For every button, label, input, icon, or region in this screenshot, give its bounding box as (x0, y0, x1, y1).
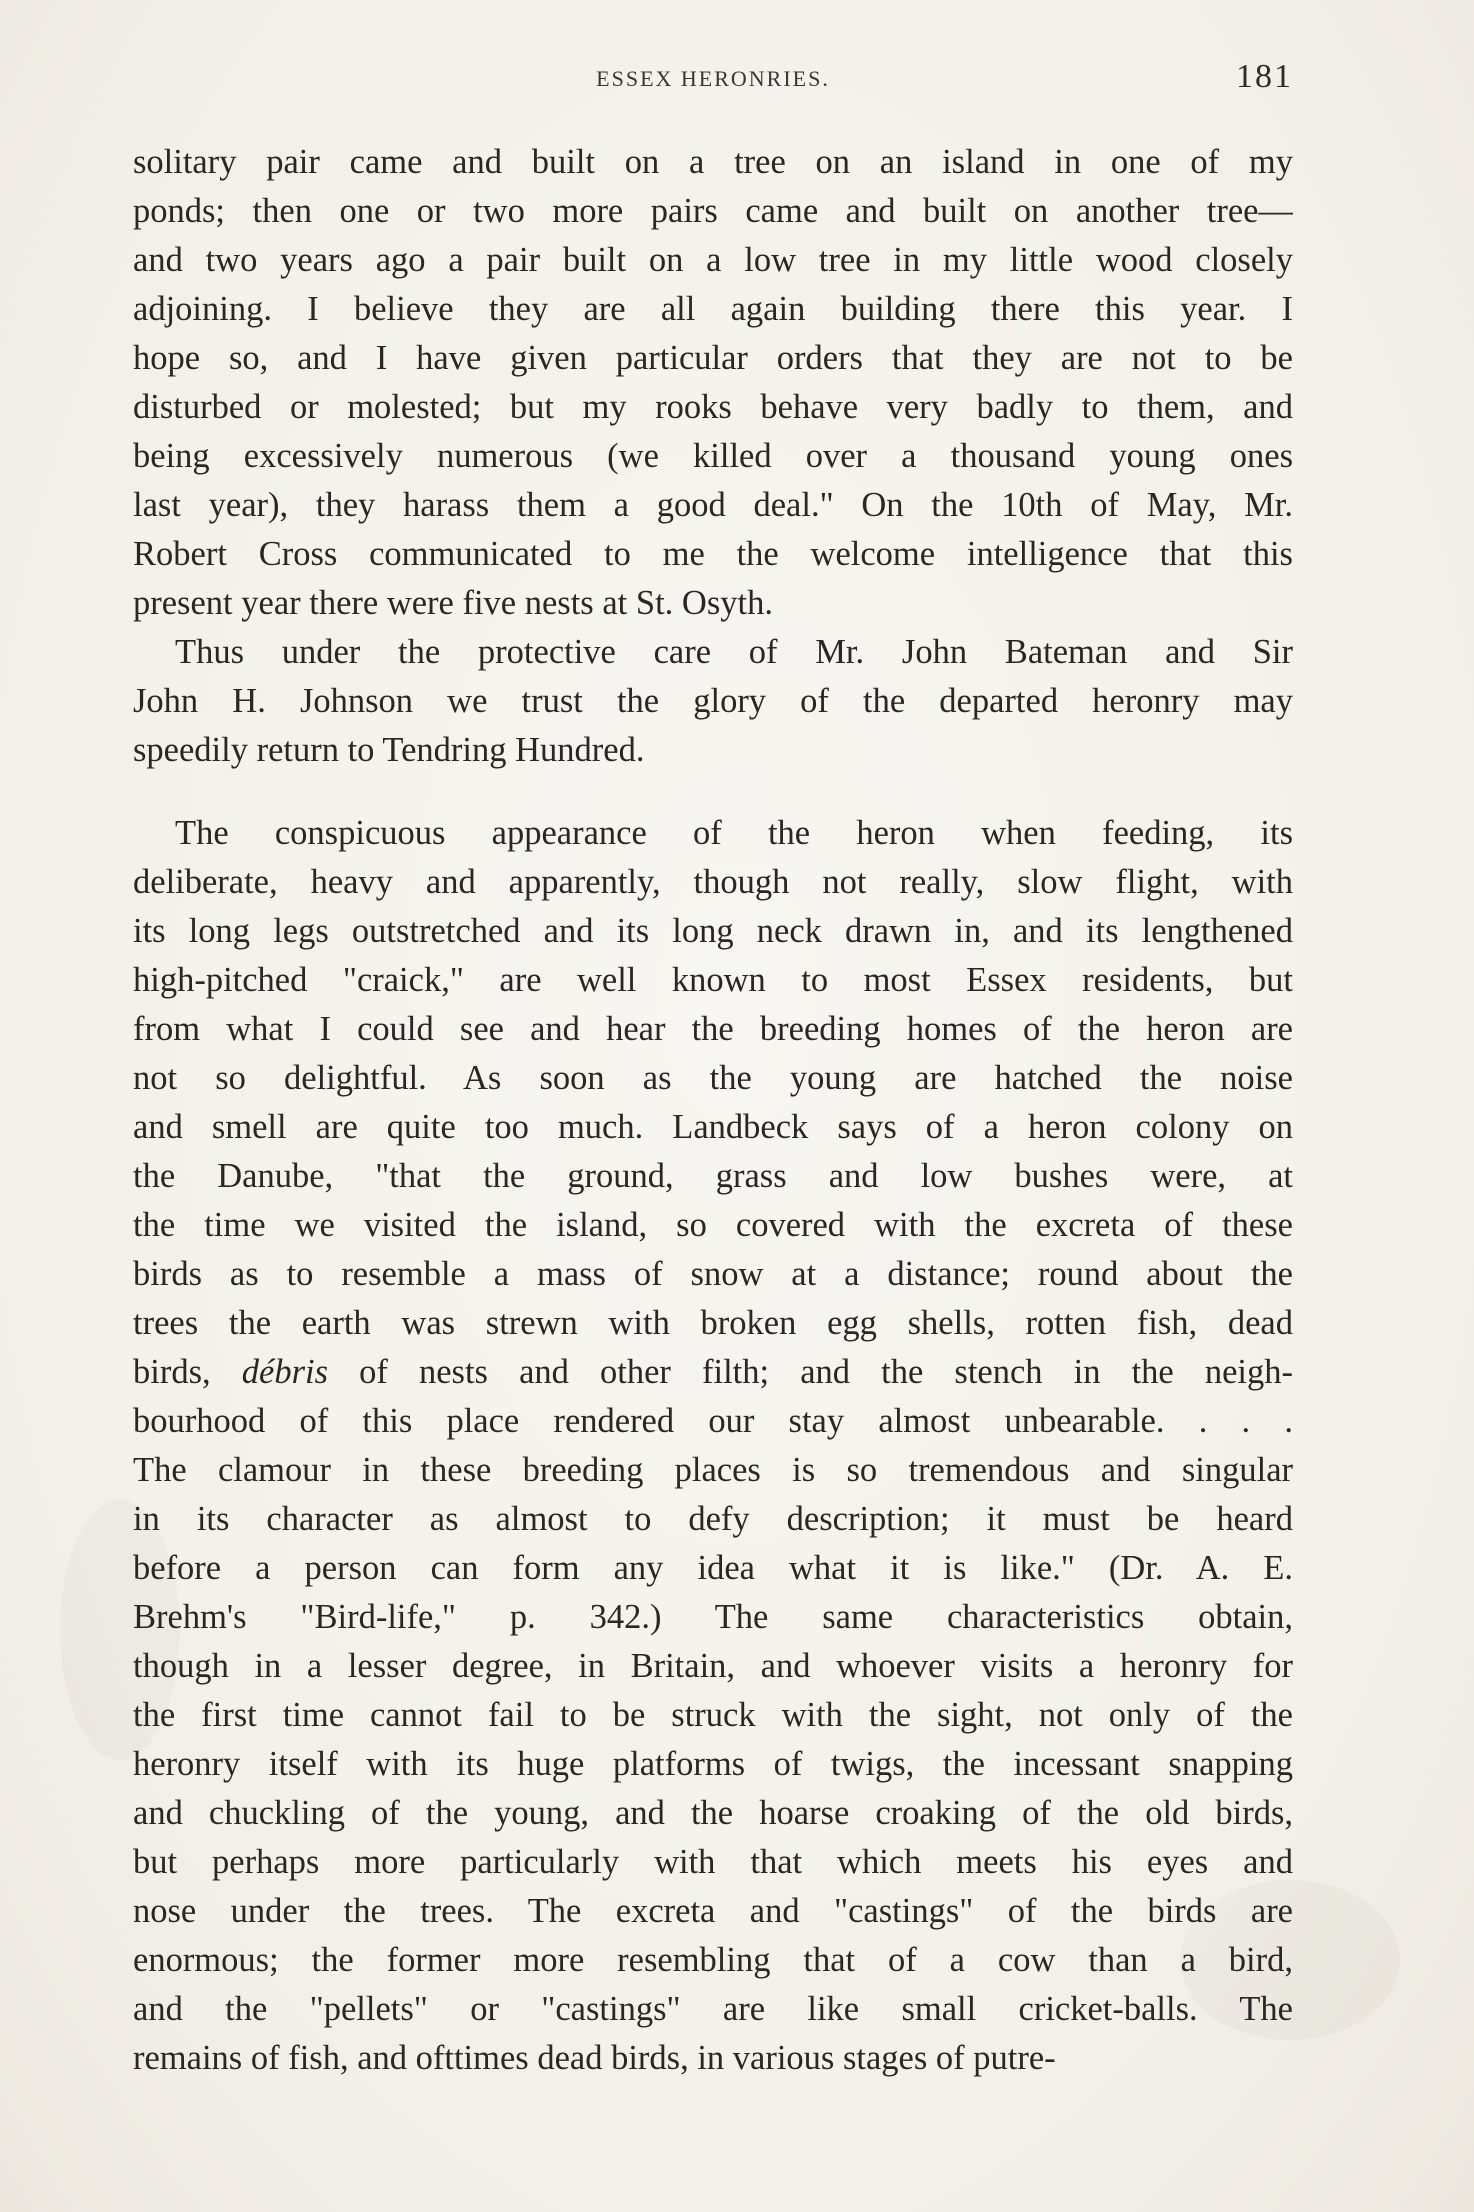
text-line: present year there were five nests at St. Osyth. (133, 584, 773, 622)
paragraph (133, 809, 1293, 2083)
text-line: remains of fish, and ofttimes dead birds, in various stages of putre- (133, 2039, 1056, 2077)
page-header (133, 58, 1293, 108)
text-line: birds, débris of nests and other filth; and the stench in the neigh- (133, 1353, 1293, 1391)
paragraph (133, 628, 1293, 775)
body-text (133, 138, 1293, 2083)
text-line: and chuckling of the young, and the hoarse croaking of the old birds, (133, 1794, 1293, 1832)
text-line: high-pitched "craick," are well known to most Essex residents, but (133, 961, 1293, 999)
text-line: though in a lesser degree, in Britain, and whoever visits a heronry for (133, 1647, 1293, 1685)
text-line: deliberate, heavy and apparently, though not really, slow flight, with (133, 863, 1293, 901)
text-line: in its character as almost to defy description; it must be heard (133, 1500, 1293, 1538)
text-line: birds as to resemble a mass of snow at a distance; round about the (133, 1255, 1293, 1293)
text-line: Robert Cross communicated to me the welcome intelligence that this (133, 535, 1293, 573)
text-line: not so delightful. As soon as the young are hatched the noise (133, 1059, 1293, 1097)
text-line: from what I could see and hear the breeding homes of the heron are (133, 1010, 1293, 1048)
text-line: last year), they harass them a good deal." On the 10th of May, Mr. (133, 486, 1293, 524)
text-line: being excessively numerous (we killed over a thousand young ones (133, 437, 1293, 475)
text-line: and smell are quite too much. Landbeck says of a heron colony on (133, 1108, 1293, 1146)
text-line: John H. Johnson we trust the glory of the departed heronry may (133, 682, 1293, 720)
page-number: 181 (1236, 58, 1293, 95)
text-line: Brehm's "Bird-life," p. 342.) The same characteristics obtain, (133, 1598, 1293, 1636)
text-line: hope so, and I have given particular orders that they are not to be (133, 339, 1293, 377)
text-line: speedily return to Tendring Hundred. (133, 731, 645, 769)
text-line: nose under the trees. The excreta and "castings" of the birds are (133, 1892, 1293, 1930)
text-line: ponds; then one or two more pairs came and built on another tree— (133, 192, 1293, 230)
text-line: and two years ago a pair built on a low tree in my little wood closely (133, 241, 1293, 279)
text-line: adjoining. I believe they are all again building there this year. I (133, 290, 1293, 328)
text-line: The clamour in these breeding places is so tremendous and singular (133, 1451, 1293, 1489)
paragraph (133, 138, 1293, 628)
text-line: heronry itself with its huge platforms of twigs, the incessant snapping (133, 1745, 1293, 1783)
italic-word: débris (241, 1353, 328, 1391)
text-line: and the "pellets" or "castings" are like small cricket-balls. The (133, 1990, 1293, 2028)
text-line: Thus under the protective care of Mr. John Bateman and Sir (175, 633, 1293, 671)
text-line: bourhood of this place rendered our stay almost unbearable. . . . (133, 1402, 1293, 1440)
text-line: The conspicuous appearance of the heron when feeding, its (175, 814, 1293, 852)
text-line: enormous; the former more resembling that of a cow than a bird, (133, 1941, 1293, 1979)
text-line: trees the earth was strewn with broken egg shells, rotten fish, dead (133, 1304, 1293, 1342)
text-line: the time we visited the island, so covered with the excreta of these (133, 1206, 1293, 1244)
section-break (133, 775, 1293, 809)
text-line: its long legs outstretched and its long neck drawn in, and its lengthened (133, 912, 1293, 950)
text-line: before a person can form any idea what it is like." (Dr. A. E. (133, 1549, 1293, 1587)
text-line: but perhaps more particularly with that which meets his eyes and (133, 1843, 1293, 1881)
text-line: disturbed or molested; but my rooks behave very badly to them, and (133, 388, 1293, 426)
text-line: the Danube, "that the ground, grass and low bushes were, at (133, 1157, 1293, 1195)
text-line: the first time cannot fail to be struck with the sight, not only of the (133, 1696, 1293, 1734)
text-line: solitary pair came and built on a tree on an island in one of my (133, 143, 1293, 181)
running-head: ESSEX HERONRIES. (596, 66, 830, 91)
